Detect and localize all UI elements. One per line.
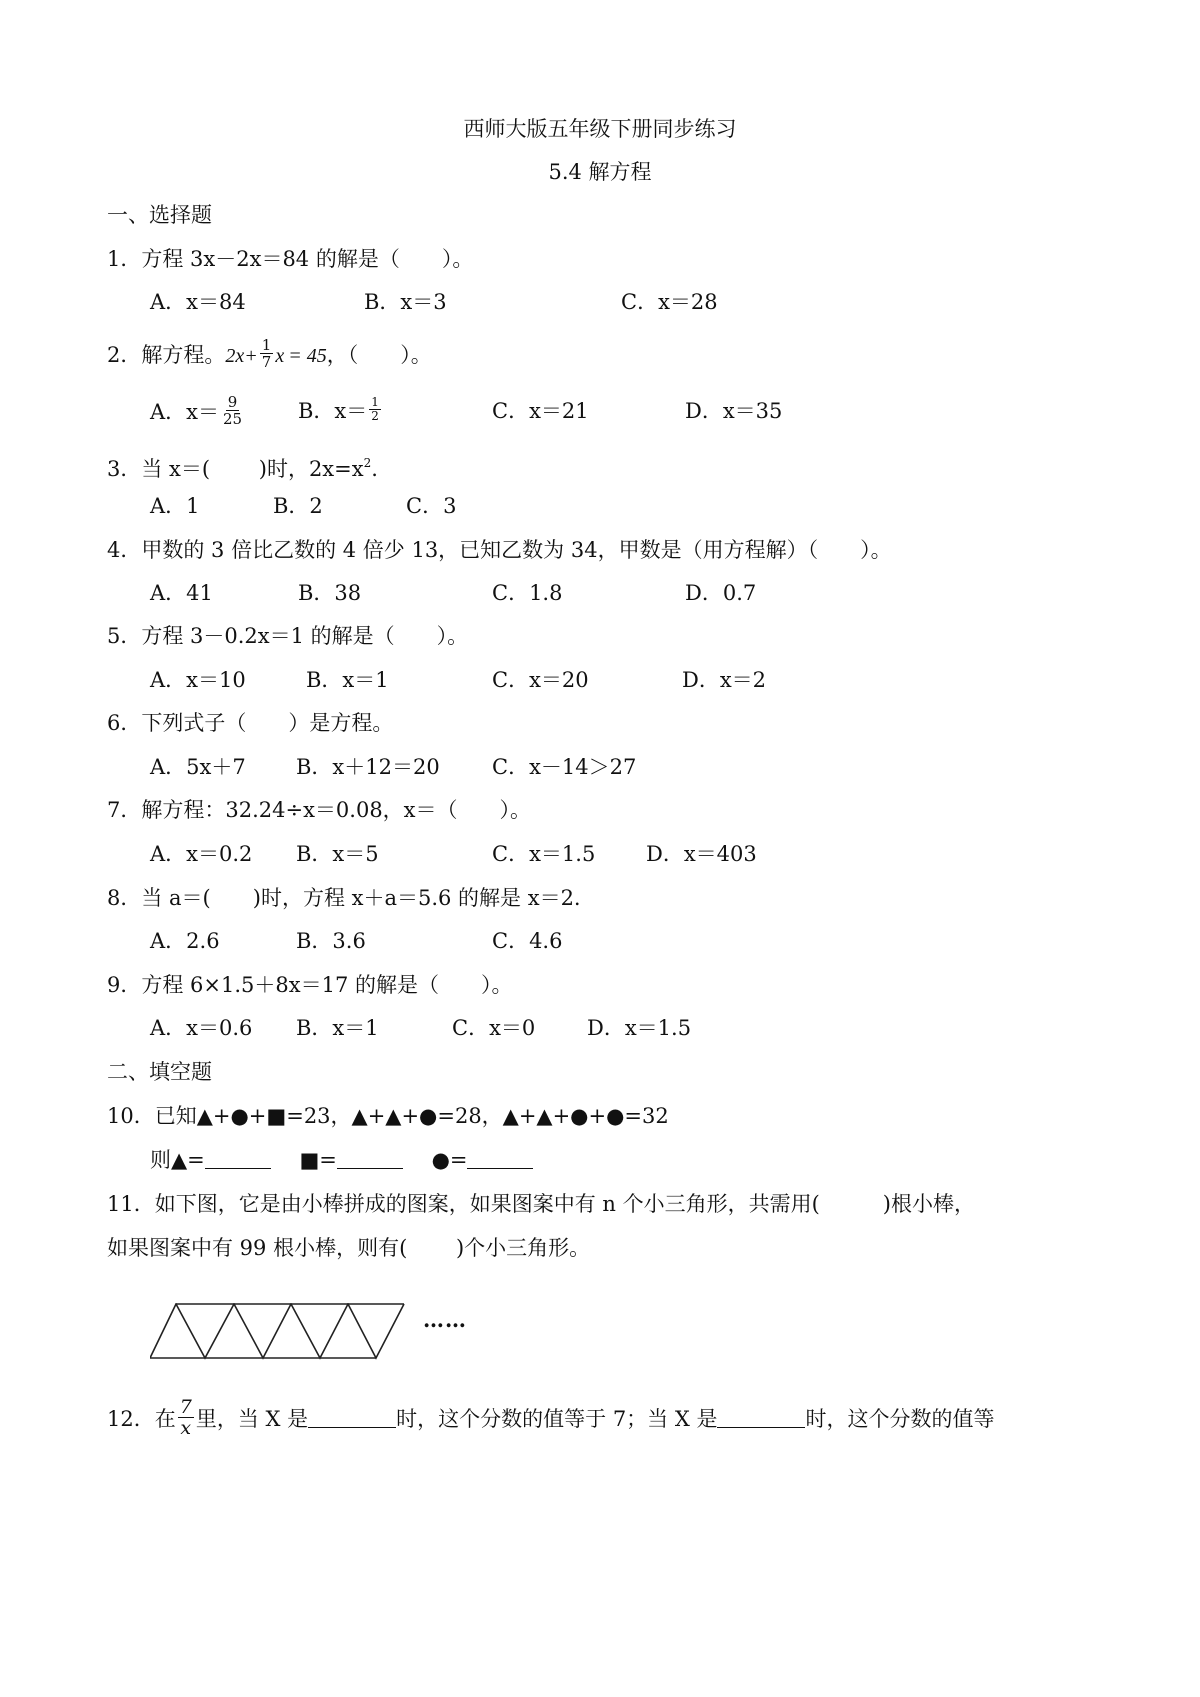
q2-option-d: D．x＝35 <box>685 399 783 423</box>
q1-option-a: A．x＝84 <box>150 290 246 314</box>
question-5: 5．方程 3－0.2x＝1 的解是（ ）。 <box>107 624 469 648</box>
q10-circle-blank[interactable] <box>467 1148 533 1169</box>
q10-square-label: ■= <box>299 1148 337 1172</box>
q2-eq-fraction <box>260 337 274 370</box>
q2-eq-frac-num: 1 <box>261 336 272 354</box>
q2-b-fraction <box>369 396 381 423</box>
q7-option-b: B．x＝5 <box>296 842 379 866</box>
q9-option-d: D．x＝1.5 <box>587 1016 692 1040</box>
q12-mid: 里，当 X 是 <box>195 1407 309 1431</box>
q4-option-b: B．38 <box>298 581 362 605</box>
section-choice-heading: 一、选择题 <box>107 203 212 227</box>
q6-option-b: B．x＋12＝20 <box>296 755 440 779</box>
q4-option-c: C．1.8 <box>492 581 563 605</box>
q10-answer-line <box>150 1146 533 1174</box>
q10-circle-label: ●= <box>431 1148 468 1172</box>
q9-option-b: B．x＝1 <box>296 1016 379 1040</box>
q9-option-a: A．x＝0.6 <box>150 1016 253 1040</box>
q9-option-c: C．x＝0 <box>452 1016 536 1040</box>
q12-blank-1[interactable] <box>308 1407 396 1428</box>
page-title: 西师大版五年级下册同步练习 <box>463 117 737 141</box>
q2-a-fraction <box>221 394 244 427</box>
q3-option-b: B．2 <box>273 494 323 518</box>
q7-option-c: C．x＝1.5 <box>492 842 596 866</box>
q12-frac-den: x <box>180 1417 192 1439</box>
q5-option-d: D．x＝2 <box>682 668 767 692</box>
q2-b-num: 1 <box>371 395 379 409</box>
q10-triangle-blank[interactable] <box>205 1148 271 1169</box>
q3-option-c: C．3 <box>406 494 457 518</box>
question-3 <box>107 449 378 483</box>
question-9: 9．方程 6×1.5＋8x＝17 的解是（ ）。 <box>107 973 513 997</box>
q12-blank-2[interactable] <box>717 1407 805 1428</box>
q5-option-a: A．x＝10 <box>150 668 246 692</box>
q3-option-a: A．1 <box>150 494 200 518</box>
q1-option-c: C．x＝28 <box>621 290 718 314</box>
q2-eq-rest: = 45 <box>288 345 327 367</box>
q10-square-blank[interactable] <box>337 1148 403 1169</box>
q2-b-den: 2 <box>371 409 379 423</box>
question-6: 6．下列式子（ ）是方程。 <box>107 711 394 735</box>
triangle-sticks-figure <box>150 1303 470 1363</box>
q2-a-den: 25 <box>223 410 243 428</box>
q12-fraction <box>178 1397 194 1438</box>
q12-frac-num: 7 <box>179 1396 192 1418</box>
question-1: 1．方程 3x－2x＝84 的解是（ ）。 <box>107 247 474 271</box>
q2-eq-x1: x <box>235 345 245 367</box>
q4-option-a: A．41 <box>150 581 213 605</box>
question-10: 10．已知▲+●+■=23，▲+▲+●=28，▲+▲+●+●=32 <box>107 1104 669 1128</box>
figure-zigzag <box>150 1304 404 1358</box>
page-subtitle: 5.4 解方程 <box>548 160 652 184</box>
q3-end: . <box>371 457 378 481</box>
q7-option-d: D．x＝403 <box>646 842 757 866</box>
q2-option-a <box>150 393 246 430</box>
question-8: 8．当 a＝( )时，方程 x＋a＝5.6 的解是 x＝2. <box>107 886 581 910</box>
q2-suffix: ，（ ）。 <box>326 343 432 367</box>
q2-a-num: 9 <box>227 393 238 411</box>
q2-b-label: B．x＝ <box>298 399 368 423</box>
q5-option-b: B．x＝1 <box>306 668 389 692</box>
question-11-line-1: 11．如下图，它是由小棒拼成的图案，如果图案中有 n 个小三角形，共需用( )根小棒， <box>107 1192 975 1216</box>
q10-triangle-label: 则▲= <box>150 1148 205 1172</box>
q3-text: 3．当 x＝( )时，2x=x <box>107 457 364 481</box>
q12-prefix: 12．在 <box>107 1407 176 1431</box>
question-12 <box>107 1396 995 1441</box>
q4-option-d: D．0.7 <box>685 581 757 605</box>
q5-option-c: C．x＝20 <box>492 668 589 692</box>
q2-option-b <box>298 397 383 426</box>
question-11-line-2: 如果图案中有 99 根小棒，则有( )个小三角形。 <box>107 1236 591 1260</box>
figure-ellipsis: …… <box>423 1307 467 1332</box>
q2-option-c: C．x＝21 <box>492 399 589 423</box>
question-4: 4．甲数的 3 倍比乙数的 4 倍少 13，已知乙数为 34，甲数是（用方程解）（ ）。 <box>107 538 892 562</box>
section-fill-heading: 二、填空题 <box>107 1060 212 1084</box>
q8-option-c: C．4.6 <box>492 929 563 953</box>
q2-eq-coef: 2 <box>225 345 236 367</box>
q1-option-b: B．x＝3 <box>364 290 447 314</box>
q2-eq-frac-den: 7 <box>261 353 272 371</box>
q6-option-a: A．5x＋7 <box>150 755 246 779</box>
q2-eq-plus: + <box>244 345 258 367</box>
q6-option-c: C．x－14＞27 <box>492 755 637 779</box>
q2-prefix: 2．解方程。 <box>107 343 226 367</box>
q12-mid2: 时，这个分数的值等于 7；当 X 是 <box>396 1407 718 1431</box>
q2-eq-x2: x <box>275 345 285 367</box>
q2-a-label: A．x＝ <box>150 400 220 424</box>
question-7: 7．解方程：32.24÷x＝0.08，x＝（ ）。 <box>107 798 532 822</box>
q3-exponent: 2 <box>363 456 372 470</box>
q12-end: 时，这个分数的值等 <box>805 1407 995 1431</box>
q7-option-a: A．x＝0.2 <box>150 842 253 866</box>
question-2 <box>107 336 432 373</box>
q8-option-a: A．2.6 <box>150 929 220 953</box>
q8-option-b: B．3.6 <box>296 929 366 953</box>
